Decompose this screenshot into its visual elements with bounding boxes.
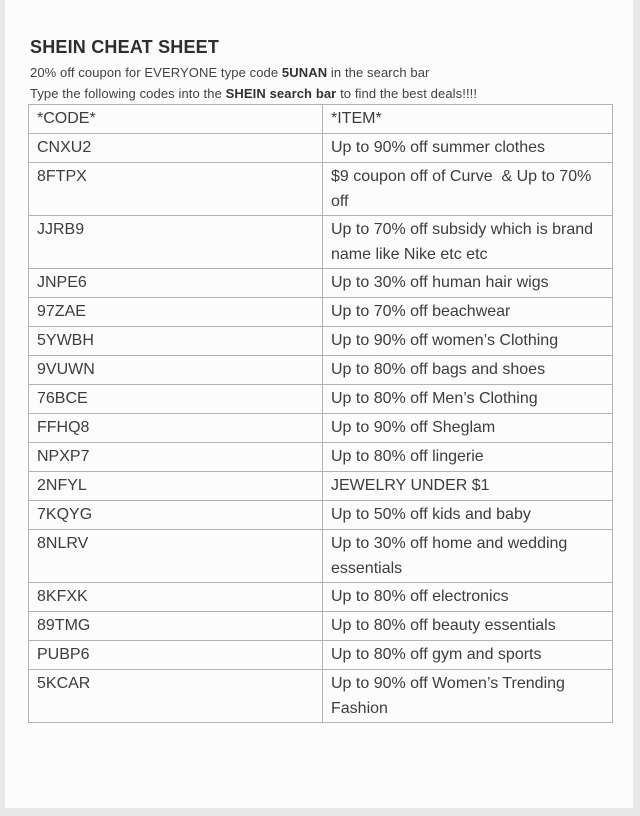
intro-line-coupon <box>30 64 429 81</box>
item-cell: Up to 30% off human hair wigs <box>323 269 613 298</box>
table-row <box>29 612 613 641</box>
table-row <box>29 530 613 583</box>
coupon-code-highlight: 5UNAN <box>281 65 328 80</box>
table-row <box>29 501 613 530</box>
intro-line-instructions <box>30 85 477 102</box>
item-cell: Up to 80% off gym and sports <box>323 641 613 670</box>
intro-line1-prefix: 20% off coupon for EVERYONE type code <box>30 65 282 80</box>
intro-line2-prefix: Type the following codes into the <box>30 86 226 101</box>
search-bar-highlight: SHEIN search bar <box>225 86 337 101</box>
code-cell: 5YWBH <box>29 327 323 356</box>
code-cell: 89TMG <box>29 612 323 641</box>
table-row <box>29 641 613 670</box>
item-cell: Up to 80% off bags and shoes <box>323 356 613 385</box>
code-cell: FFHQ8 <box>29 414 323 443</box>
code-column-header: *CODE* <box>29 105 323 134</box>
table-row <box>29 472 613 501</box>
code-cell: CNXU2 <box>29 134 323 163</box>
table-row <box>29 356 613 385</box>
table-row <box>29 216 613 269</box>
item-cell: Up to 80% off beauty essentials <box>323 612 613 641</box>
document-page <box>5 0 633 808</box>
item-cell: Up to 70% off beachwear <box>323 298 613 327</box>
code-cell: 97ZAE <box>29 298 323 327</box>
item-cell: Up to 70% off subsidy which is brand name like Nike etc etc <box>323 216 613 269</box>
table-row <box>29 134 613 163</box>
item-cell: $9 coupon off of Curve & Up to 70% off <box>323 163 613 216</box>
item-cell: Up to 90% off Sheglam <box>323 414 613 443</box>
item-column-header: *ITEM* <box>323 105 613 134</box>
item-cell: JEWELRY UNDER $1 <box>323 472 613 501</box>
code-cell: PUBP6 <box>29 641 323 670</box>
table-row <box>29 163 613 216</box>
code-cell: 5KCAR <box>29 670 323 723</box>
item-cell: Up to 80% off electronics <box>323 583 613 612</box>
item-cell: Up to 80% off lingerie <box>323 443 613 472</box>
table-row <box>29 385 613 414</box>
code-cell: JNPE6 <box>29 269 323 298</box>
code-cell: 8NLRV <box>29 530 323 583</box>
table-row <box>29 443 613 472</box>
item-cell: Up to 30% off home and wedding essentials <box>323 530 613 583</box>
code-cell: 7KQYG <box>29 501 323 530</box>
code-cell: NPXP7 <box>29 443 323 472</box>
table-row <box>29 670 613 723</box>
table-row <box>29 269 613 298</box>
item-cell: Up to 90% off Women’s Trending Fashion <box>323 670 613 723</box>
code-cell: 76BCE <box>29 385 323 414</box>
code-cell: 8FTPX <box>29 163 323 216</box>
page-title: SHEIN CHEAT SHEET <box>30 37 220 57</box>
table-row <box>29 327 613 356</box>
item-cell: Up to 50% off kids and baby <box>323 501 613 530</box>
code-cell: 9VUWN <box>29 356 323 385</box>
code-cell: 2NFYL <box>29 472 323 501</box>
intro-line2-suffix: to find the best deals!!!! <box>336 86 478 101</box>
code-cell: 8KFXK <box>29 583 323 612</box>
item-cell: Up to 90% off summer clothes <box>323 134 613 163</box>
table-row <box>29 414 613 443</box>
item-cell: Up to 90% off women’s Clothing <box>323 327 613 356</box>
code-cell: JJRB9 <box>29 216 323 269</box>
table-row <box>29 298 613 327</box>
table-header-row <box>29 105 613 134</box>
table-row <box>29 583 613 612</box>
item-cell: Up to 80% off Men’s Clothing <box>323 385 613 414</box>
codes-table <box>28 104 613 723</box>
intro-line1-suffix: in the search bar <box>327 65 430 80</box>
